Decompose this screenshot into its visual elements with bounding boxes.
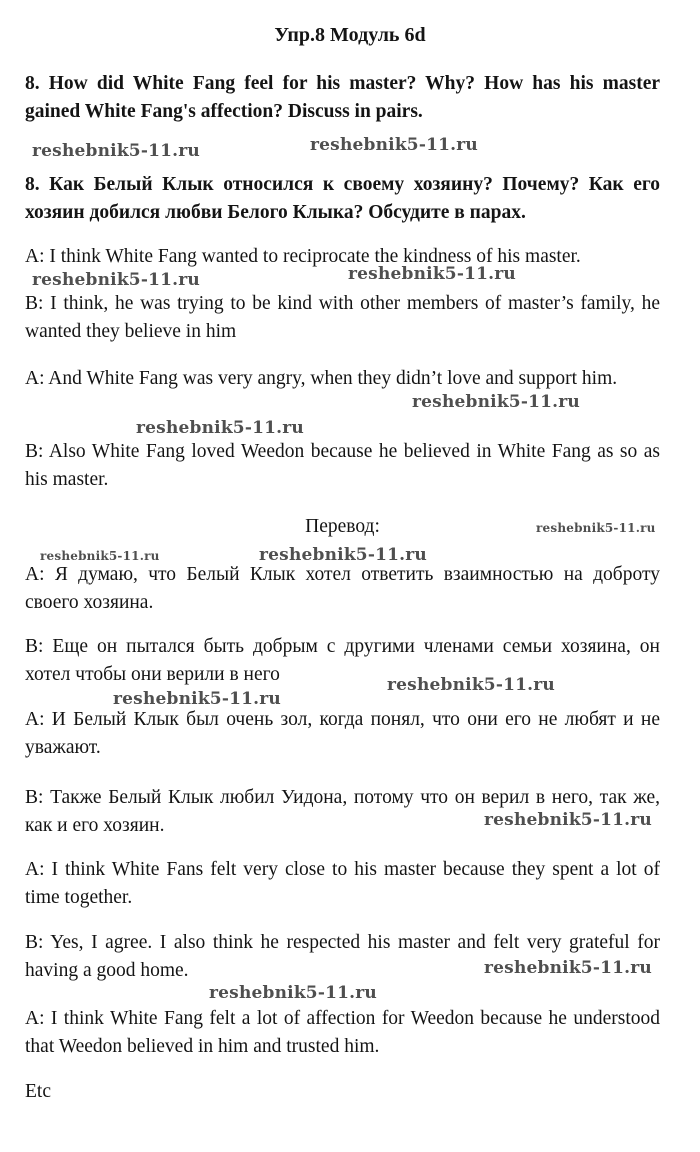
- dialogue-ru-line-1: A: Я думаю, что Белый Клык хотел ответить взаимностью на доброту своего хозяина.: [25, 564, 660, 613]
- watermark: reshebnik5-11.ru: [310, 135, 478, 155]
- dialogue-en-line-3: A: And White Fang was very angry, when they didn’t love and support him.: [25, 368, 618, 389]
- watermark: reshebnik5-11.ru: [32, 270, 200, 290]
- watermark: reshebnik5-11.ru: [387, 675, 555, 695]
- watermark: reshebnik5-11.ru: [259, 545, 427, 565]
- watermark: reshebnik5-11.ru: [484, 810, 652, 830]
- watermark: reshebnik5-11.ru: [348, 264, 516, 284]
- dialogue-ru-line-3: A: И Белый Клык был очень зол, когда понял, что они его не любят и не уважают.: [25, 709, 660, 758]
- dialogue-ru-line-2: B: Еще он пытался быть добрым с другими членами семьи хозяина, он хотел чтобы они верили в него: [25, 636, 660, 685]
- watermark: reshebnik5-11.ru: [412, 392, 580, 412]
- task-russian: 8. Как Белый Клык относился к своему хозяину? Почему? Как его хозяин добился любви Белого Клыка? Обсудите в парах.: [25, 174, 660, 223]
- dialogue-en-line-2: B: I think, he was trying to be kind with other members of master’s family, he wanted they believe in him: [25, 293, 660, 342]
- watermark: reshebnik5-11.ru: [32, 141, 200, 161]
- task-english: 8. How did White Fang feel for his master? Why? How has his master gained White Fang's affection? Discuss in pairs.: [25, 73, 660, 122]
- watermark: reshebnik5-11.ru: [40, 549, 160, 563]
- etc-text: Etc: [25, 1081, 51, 1102]
- dialogue-extra-line-3: A: I think White Fang felt a lot of affection for Weedon because he understood that Weedon believed in him and trusted him.: [25, 1008, 660, 1057]
- watermark: reshebnik5-11.ru: [484, 958, 652, 978]
- dialogue-en-line-1: A: I think White Fang wanted to reciprocate the kindness of his master.: [25, 246, 581, 267]
- translation-label: Перевод:: [305, 516, 380, 537]
- watermark: reshebnik5-11.ru: [209, 983, 377, 1003]
- dialogue-en-line-4: B: Also White Fang loved Weedon because he believed in White Fang as so as his master.: [25, 441, 660, 490]
- dialogue-extra-line-1: A: I think White Fans felt very close to his master because they spent a lot of time together.: [25, 859, 660, 908]
- dialogue-ru-line-4: B: Также Белый Клык любил Уидона, потому что он верил в него, так же, как и его хозяин.: [25, 787, 660, 836]
- watermark: reshebnik5-11.ru: [536, 521, 656, 535]
- watermark: reshebnik5-11.ru: [113, 689, 281, 709]
- dialogue-extra-line-2: B: Yes, I agree. I also think he respected his master and felt very grateful for having a good home.: [25, 932, 660, 981]
- page-title: Упр.8 Модуль 6d: [274, 24, 426, 46]
- watermark: reshebnik5-11.ru: [136, 418, 304, 438]
